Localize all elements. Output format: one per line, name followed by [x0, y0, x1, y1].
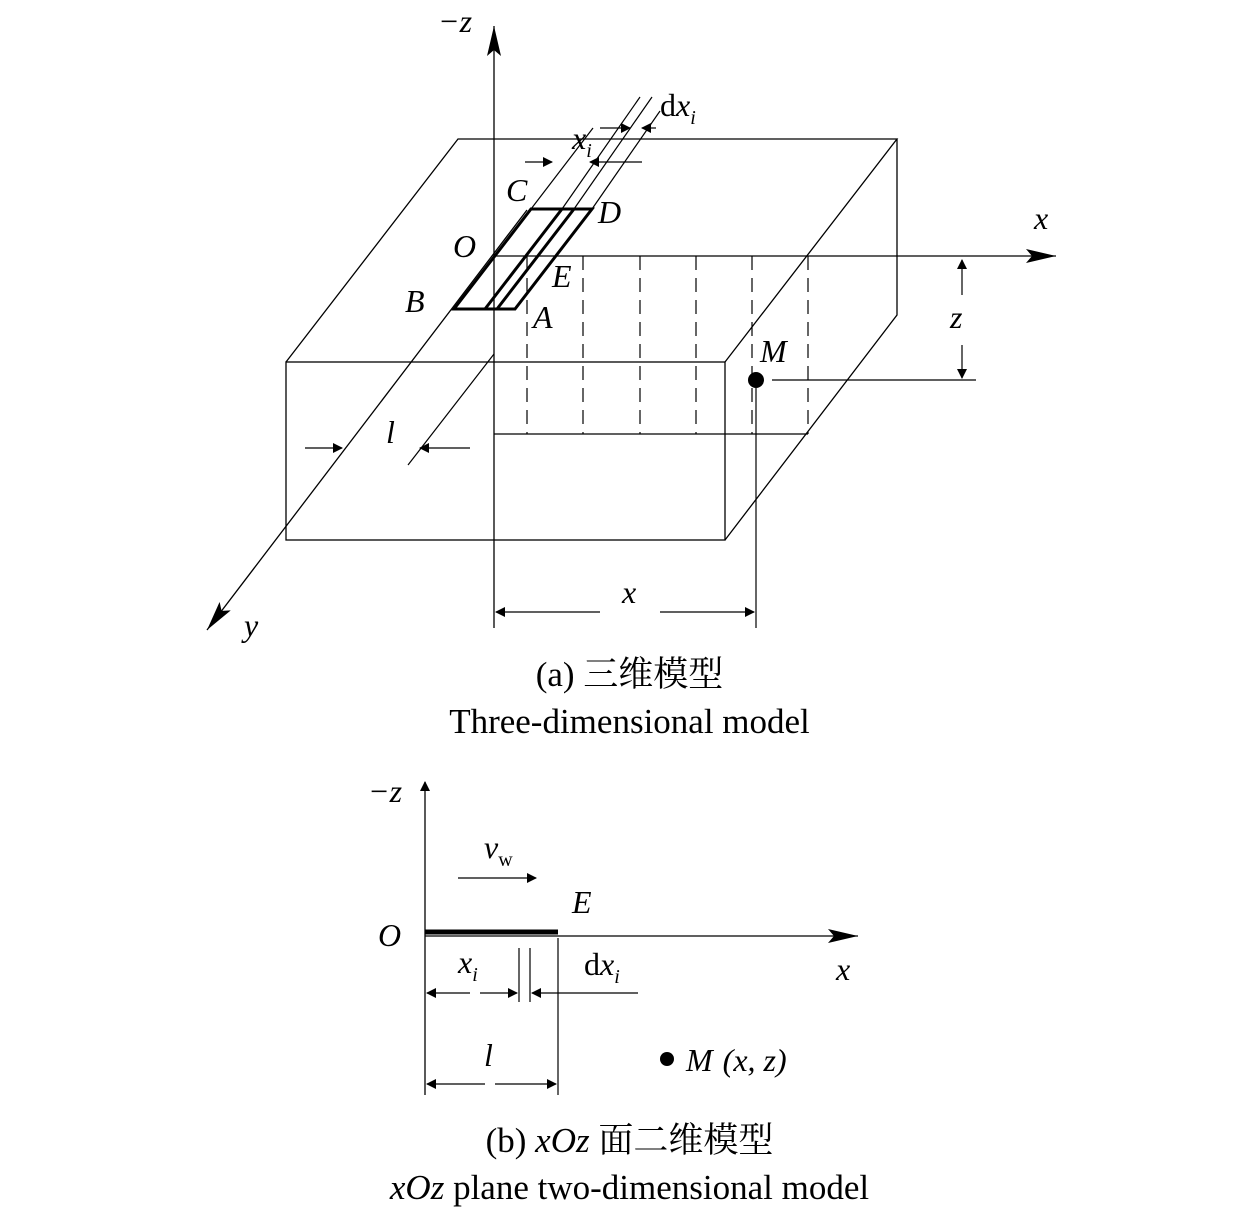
caption-a-cn	[0, 653, 1259, 697]
label-A: A	[533, 299, 553, 335]
b-label-neg-z: −z	[368, 773, 403, 809]
label-neg-z: −z	[438, 3, 473, 39]
caption-a-chinese: 三维模型	[583, 655, 724, 694]
caption-b-cn	[0, 1119, 1259, 1163]
b-label-E: E	[572, 884, 592, 920]
caption-b-prefix: (b)	[485, 1121, 527, 1160]
label-l-dim: l	[386, 414, 395, 450]
caption-b-chinese: 面二维模型	[598, 1121, 774, 1160]
z-dimension	[772, 260, 976, 380]
label-dxi: $dx_i$	[660, 87, 696, 129]
label-x-axis: x	[1034, 200, 1049, 236]
caption-a-prefix: (a)	[535, 655, 575, 694]
b-label-O: O	[378, 917, 402, 953]
caption-b-en-text: plane two-dimensional model	[453, 1168, 870, 1207]
b-label-v: $v_w$	[484, 829, 513, 871]
label-O: O	[453, 228, 477, 264]
y-axis	[207, 210, 527, 630]
b-label-xi: $x_i$	[458, 944, 478, 986]
label-B: B	[405, 283, 425, 319]
caption-b-xoz: xOz	[535, 1121, 590, 1160]
label-D: D	[598, 194, 622, 230]
label-z-dim: z	[950, 299, 963, 335]
point-M	[748, 372, 764, 388]
label-C: C	[506, 172, 528, 208]
label-M: M	[760, 333, 787, 369]
b-label-M: M (x, z)	[686, 1042, 787, 1078]
label-x-dim: x	[622, 574, 637, 610]
b-extension-lines	[519, 938, 558, 1095]
caption-b-en-xoz: xOz	[389, 1168, 445, 1207]
label-y-axis: y	[244, 607, 259, 643]
box-outline	[286, 139, 897, 540]
caption-a-en: Three-dimensional model	[449, 702, 810, 741]
caption-b-en	[0, 1166, 1259, 1210]
b-point-M	[660, 1052, 674, 1066]
label-E: E	[552, 258, 572, 294]
strip-extension-lines	[408, 97, 660, 465]
b-label-l-dim: l	[484, 1037, 493, 1073]
b-label-x-axis: x	[836, 951, 851, 987]
label-xi: $x_i$	[572, 120, 592, 162]
b-label-dxi: $dx_i$	[584, 946, 620, 988]
